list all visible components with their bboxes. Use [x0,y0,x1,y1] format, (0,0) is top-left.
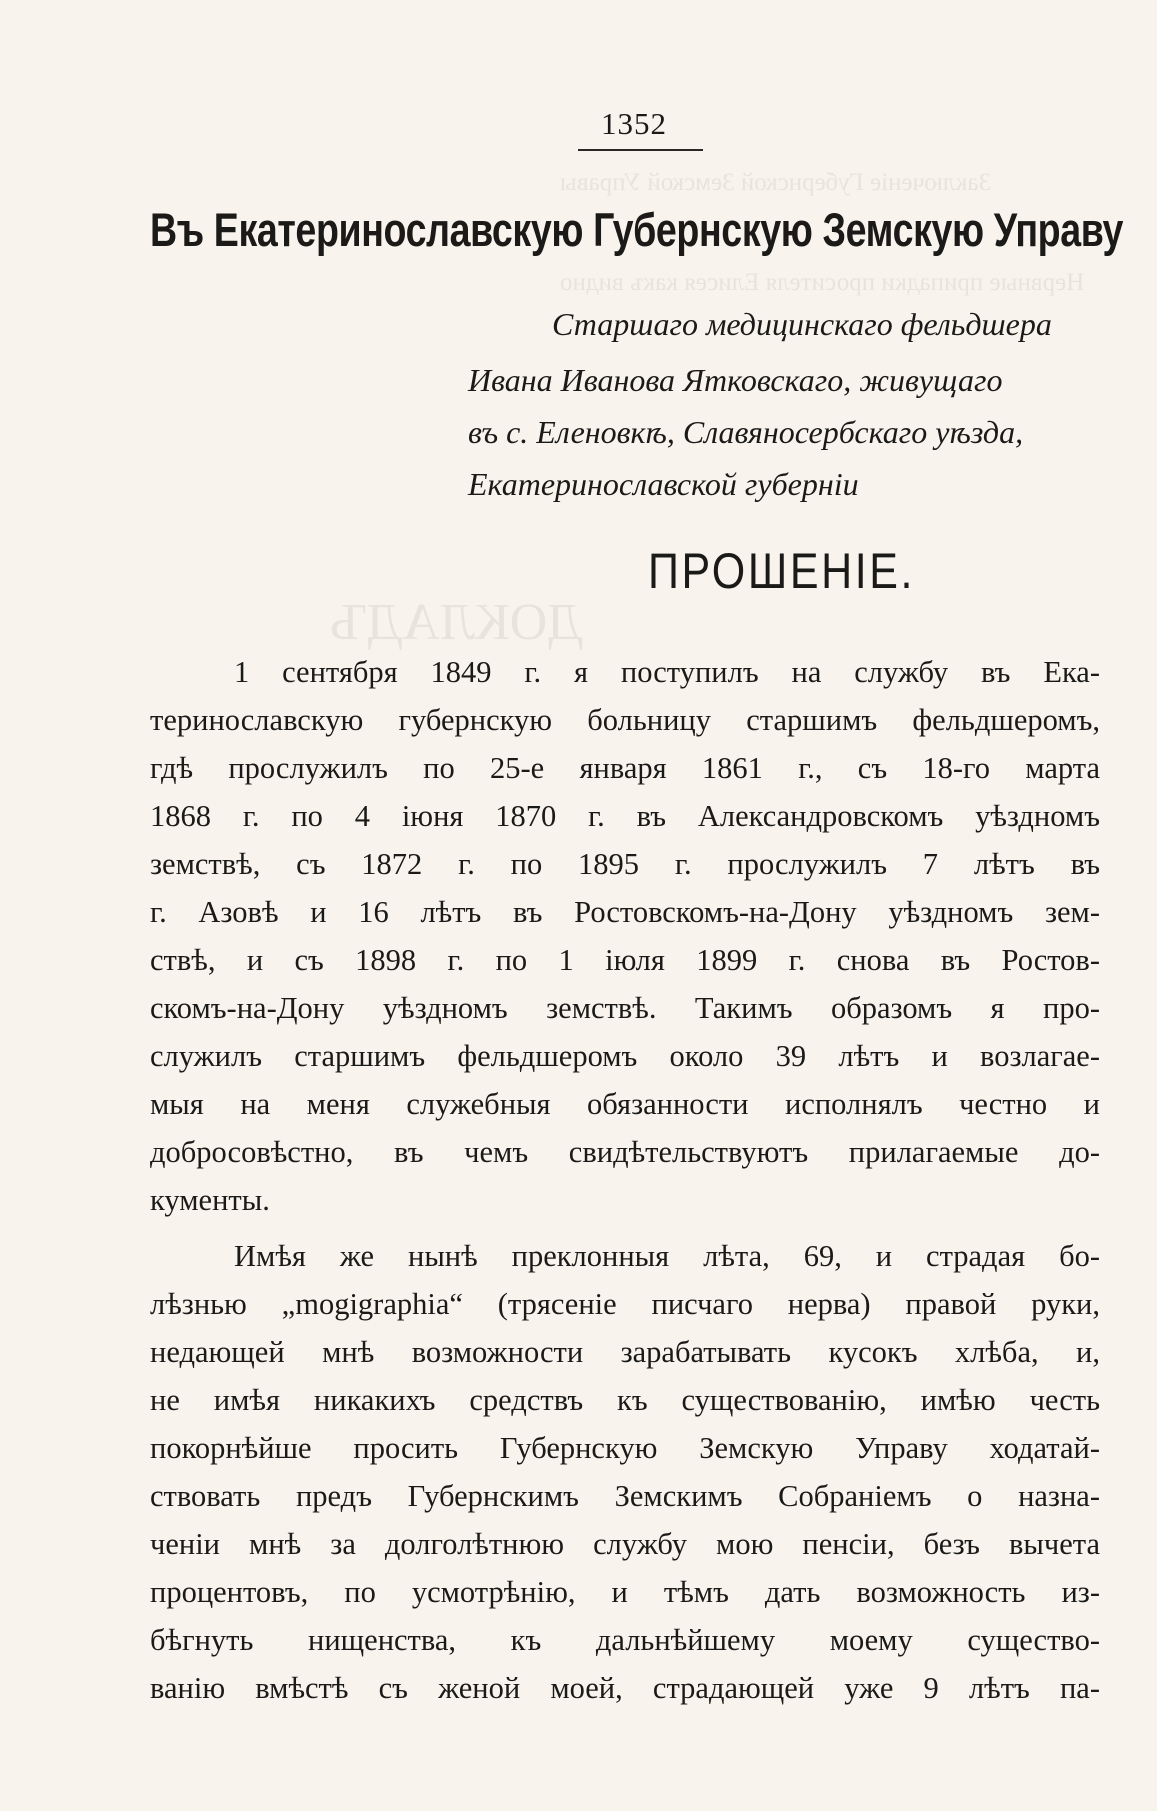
page-number-rule [578,149,703,151]
body-line: земствѣ, съ 1872 г. по 1895 г. прослужилъ 7 лѣтъ въ [150,847,1100,881]
body-line: ствовать предъ Губернскимъ Земскимъ Собраніемъ о назна- [150,1479,1100,1513]
body-line: кументы. [150,1183,270,1217]
body-line: г. Азовѣ и 16 лѣтъ въ Ростовскомъ-на-Дону уѣздномъ зем- [150,895,1100,929]
body-line: скомъ-на-Дону уѣздномъ земствѣ. Такимъ образомъ я про- [150,991,1100,1025]
body-line: лѣзнью „mogigraphia“ (трясеніе писчаго нерва) правой руки, [150,1287,1100,1321]
document-title: ПРОШЕНІЕ. [648,543,916,599]
show-through-text: Нервные припадки просителя Елисея какъ видно [560,269,1085,296]
body-line: покорнѣйше просить Губернскую Земскую Управу ходатай- [150,1431,1100,1465]
body-line: недающей мнѣ возможности зарабатывать кусокъ хлѣба, и, [150,1335,1100,1369]
page-number: 1352 [601,106,667,141]
body-line: добросовѣстно, въ чемъ свидѣтельствуютъ прилагаемые до- [150,1135,1100,1169]
body-line: служилъ старшимъ фельдшеромъ около 39 лѣтъ и возлагае- [150,1039,1100,1073]
body-line: ченіи мнѣ за долголѣтнюю службу мою пенсіи, безъ вычета [150,1527,1100,1561]
body-line: не имѣя никакихъ средствъ къ существованію, имѣю честь [150,1383,1100,1417]
sender-line: въ с. Еленовкѣ, Славяносербскаго уѣзда, [468,414,1024,450]
body-line: мыя на меня служебныя обязанности исполнялъ честно и [150,1087,1100,1121]
sender-line: Екатеринославской губерніи [468,466,859,502]
body-line: теринославскую губернскую больницу старшимъ фельдшеромъ, [150,703,1100,737]
body-line: ствѣ, и съ 1898 г. по 1 іюля 1899 г. снова въ Ростов- [150,943,1100,977]
body-line: ванію вмѣстѣ съ женой моей, страдающей уже 9 лѣтъ па- [150,1671,1100,1705]
address-heading: Въ Екатеринославскую Губернскую Земскую Управу [150,203,1124,256]
body-line: процентовъ, по усмотрѣнію, и тѣмъ дать возможность из- [150,1575,1100,1609]
show-through-text: Заключеніе Губернской Земской Управы [560,169,992,196]
show-through-text: ДОКЛАДЪ [330,594,583,651]
body-line: 1 сентября 1849 г. я поступилъ на службу въ Ека- [234,655,1100,689]
sender-line: Ивана Иванова Ятковскаго, живущаго [468,362,1003,398]
body-line: 1868 г. по 4 іюня 1870 г. въ Александровскомъ уѣздномъ [150,799,1100,833]
body-line: бѣгнуть нищенства, къ дальнѣйшему моему существо- [150,1623,1100,1657]
sender-line: Старшаго медицинскаго фельдшера [552,306,1052,342]
body-line: Имѣя же нынѣ преклонныя лѣта, 69, и страдая бо- [234,1239,1100,1273]
body-line: гдѣ прослужилъ по 25-е января 1861 г., съ 18-го марта [150,751,1100,785]
